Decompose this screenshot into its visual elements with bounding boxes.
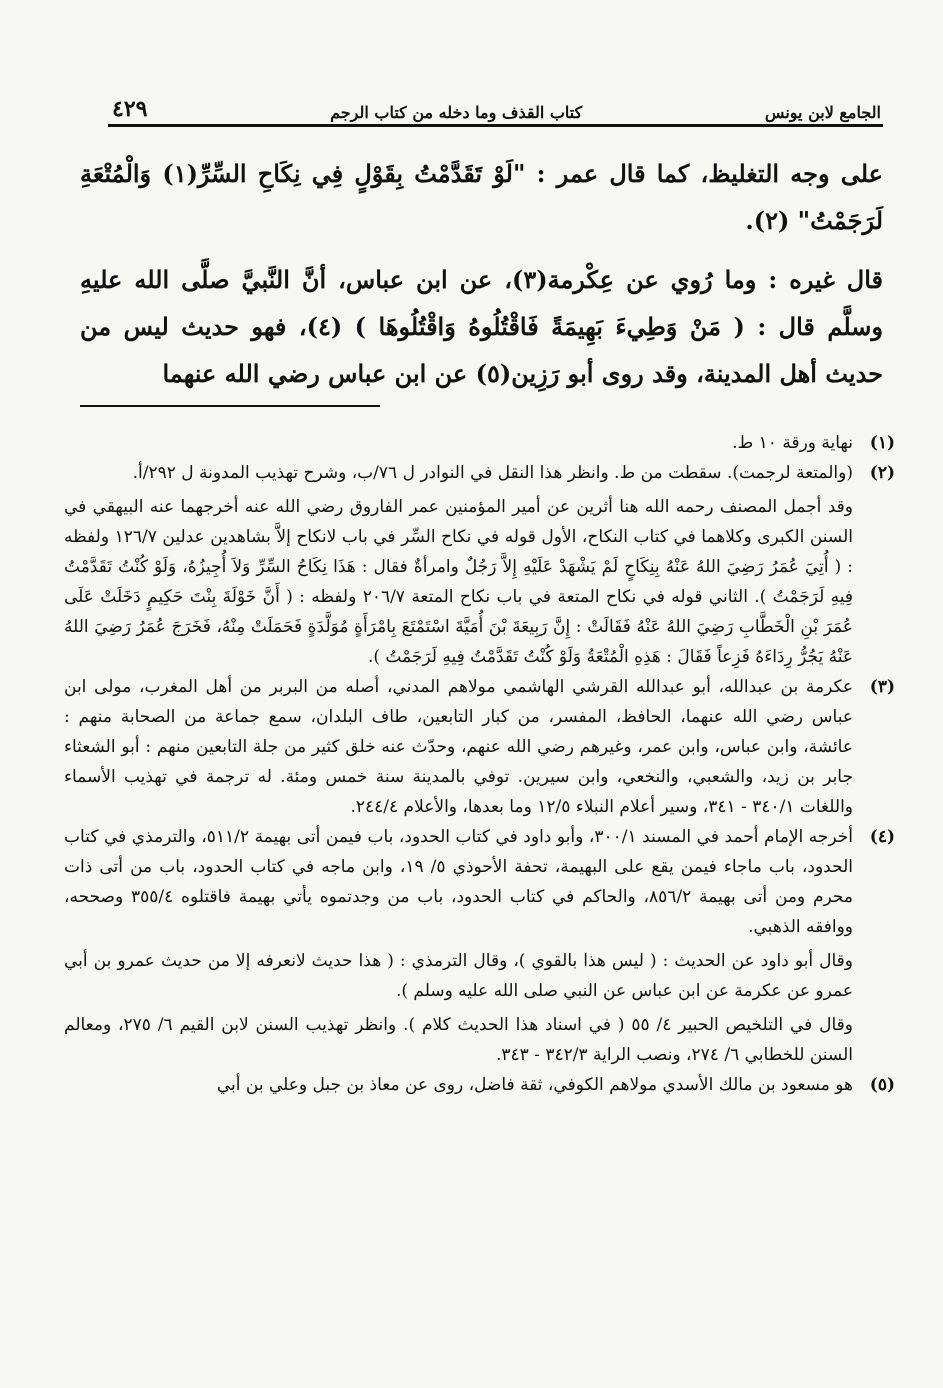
main-paragraph: على وجه التغليظ، كما قال عمر : "لَوْ تَقَدَّمْتُ بِقَوْلٍ فِي نِكَاحِ السِّرِّ(١) وَالْمُتْعَةِ لَرَجَمْتُ" (٢). xyxy=(80,159,884,235)
footnote-separator xyxy=(80,405,380,407)
footnote-number: (٤) xyxy=(869,827,895,847)
footnote xyxy=(64,672,895,822)
footnote-body xyxy=(64,672,853,822)
footnote xyxy=(64,822,895,1070)
footnote-body xyxy=(64,822,853,1070)
footnote xyxy=(64,1070,895,1100)
footnote-number: (٥) xyxy=(869,1075,895,1095)
footnote-number: (٣) xyxy=(869,677,895,697)
footnotes xyxy=(64,428,895,1100)
footnote-number: (٢) xyxy=(869,463,895,483)
footnote xyxy=(64,458,895,672)
footnote-text: وقد أجمل المصنف رحمه الله هنا أثرين عن أمير المؤمنين عمر الفاروق رضي الله عنه أخرجهما عنه البيهقي في السنن الكبرى وكلاهما في كتاب النكاح، الأول قوله في نكاح السِّر في باب لانكاح إلاَّ بشاهدين عدلين ١٢٦/٧ ولفظه : ( أُتِيَ عُمَرُ رَضِيَ اللهُ عَنْهُ بِنِكَاحٍ لَمْ يَشْهَدْ عَلَيْهِ إِلاَّ رَجُلٌ وامرأةٌ فقال : هَذَا نِكَاحُ السِّرِّ وَلاَ أُجِيزُهُ، وَلَوْ كُنْتُ تَقَدَّمْتُ فِيهِ لَرَجَمْتُ ). الثاني قوله في نكاح المتعة في باب نكاح المتعة ٢٠٦/٧ ولفظه : ( أَنَّ خَوْلَةَ بِنْتَ حَكِيمٍ دَخَلَتْ عَلَى عُمَرَ بْنِ الْخَطَّابِ رَضِيَ اللهُ عَنْهُ فَقَالَتْ : إِنَّ رَبِيعَةَ بْنَ أُمَيَّةَ اسْتَمْتَعَ بِامْرَأَةٍ مُوَلَّدَةٍ فَحَمَلَتْ مِنْهُ، فَخَرَجَ عُمَرُ رَضِيَ اللهُ عَنْهُ يَجُرُّ رِدَاءَهُ فَزِعاً فَقَالَ : هَذِهِ الْمُتْعَةُ وَلَوْ كُنْتُ تَقَدَّمْتُ فِيهِ لَرَجَمْتُ ). xyxy=(64,497,853,667)
footnote-text: وقال أبو داود عن الحديث : ( ليس هذا بالقوي )، وقال الترمذي : ( هذا حديث لانعرفه إلا من حديث عمرو بن أبي عمرو عن عكرمة عن ابن عباس عن النبي صلى الله عليه وسلم ). xyxy=(64,951,853,1001)
footnote-text: هو مسعود بن مالك الأسدي مولاهم الكوفي، ثقة فاضل، روى عن معاذ بن جبل وعلي بن أبي xyxy=(216,1075,853,1095)
footnote-text: عكرمة بن عبدالله، أبو عبدالله القرشي الهاشمي مولاهم المدني، أصله من البربر من أهل المغرب، مولى ابن عباس رضي الله عنهما، الحافظ، المفسر، من كبار التابعين، طاف البلدان، سمع جماعة من الصحابة منهم : عائشة، وابن عباس، وابن عمر، وغيرهم رضي الله عنهم، وحدّث عنه خلق كثير من جلة التابعين منهم : أبو الشعثاء جابر بن زيد، والشعبي، والنخعي، وابن سيرين. توفي بالمدينة سنة خمس ومئة. له ترجمة في تهذيب الأسماء واللغات ٣٤٠/١ - ٣٤١، وسير أعلام النبلاء ١٢/٥ وما بعدها، والأعلام ٢٤٤/٤. xyxy=(64,677,853,817)
footnote-text: نهاية ورقة ١٠ ط. xyxy=(732,433,853,453)
footnote-text: وقال في التلخيص الحبير ٤/ ٥٥ ( في اسناد هذا الحديث كلام ). وانظر تهذيب السنن لابن القيم ٦/ ٢٧٥، ومعالم السنن للخطابي ٦/ ٢٧٤، ونصب الراية ٣٤٢/٣ - ٣٤٣. xyxy=(64,1015,853,1065)
page-number: ٤٢٩ xyxy=(112,96,148,122)
footnote-text: أخرجه الإمام أحمد في المسند ٣٠٠/١، وأبو داود في كتاب الحدود، باب فيمن أتى بهيمة ٥١١/٢، والترمذي في كتاب الحدود، باب ماجاء فيمن يقع على البهيمة، تحفة الأحوذي ٥/ ١٩، وابن ماجه في كتاب الحدود، باب من أتى ذات محرم ومن أتى بهيمة ٨٥٦/٢، والحاكم في كتاب الحدود، باب من وجدتموه يأتي بهيمة فاقتلوه ٣٥٥/٤ وصححه، ووافقه الذهبي. xyxy=(64,827,854,937)
footnote-body xyxy=(64,428,853,458)
footnote xyxy=(64,428,895,458)
chapter-title: كتاب القذف وما دخله من كتاب الرجم xyxy=(330,103,583,122)
header-rule xyxy=(108,124,883,127)
footnote-text: (والمتعة لرجمت). سقطت من ط. وانظر هذا النقل في النوادر ل ٧٦/ب، وشرح تهذيب المدونة ل ٢٩٢/أ. xyxy=(132,463,853,483)
main-text xyxy=(80,150,883,397)
book-title: الجامع لابن يونس xyxy=(764,103,881,122)
footnote-body xyxy=(64,458,853,672)
running-header xyxy=(112,96,881,122)
main-paragraph: قال غيره : وما رُوي عن عِكْرمة(٣)، عن ابن عباس، أنَّ النَّبيَّ صلَّى الله عليهِ وسلَّم قال : ( مَنْ وَطِيءَ بَهِيمَةً فَاقْتُلُوهُ وَاقْتُلُوهَا ) (٤)، فهو حديث ليس من حديث أهل المدينة، وقد روى أبو رَزِين(٥) عن ابن عباس رضي الله عنهما xyxy=(80,265,883,388)
footnote-body xyxy=(64,1070,853,1100)
footnote-number: (١) xyxy=(869,433,895,453)
